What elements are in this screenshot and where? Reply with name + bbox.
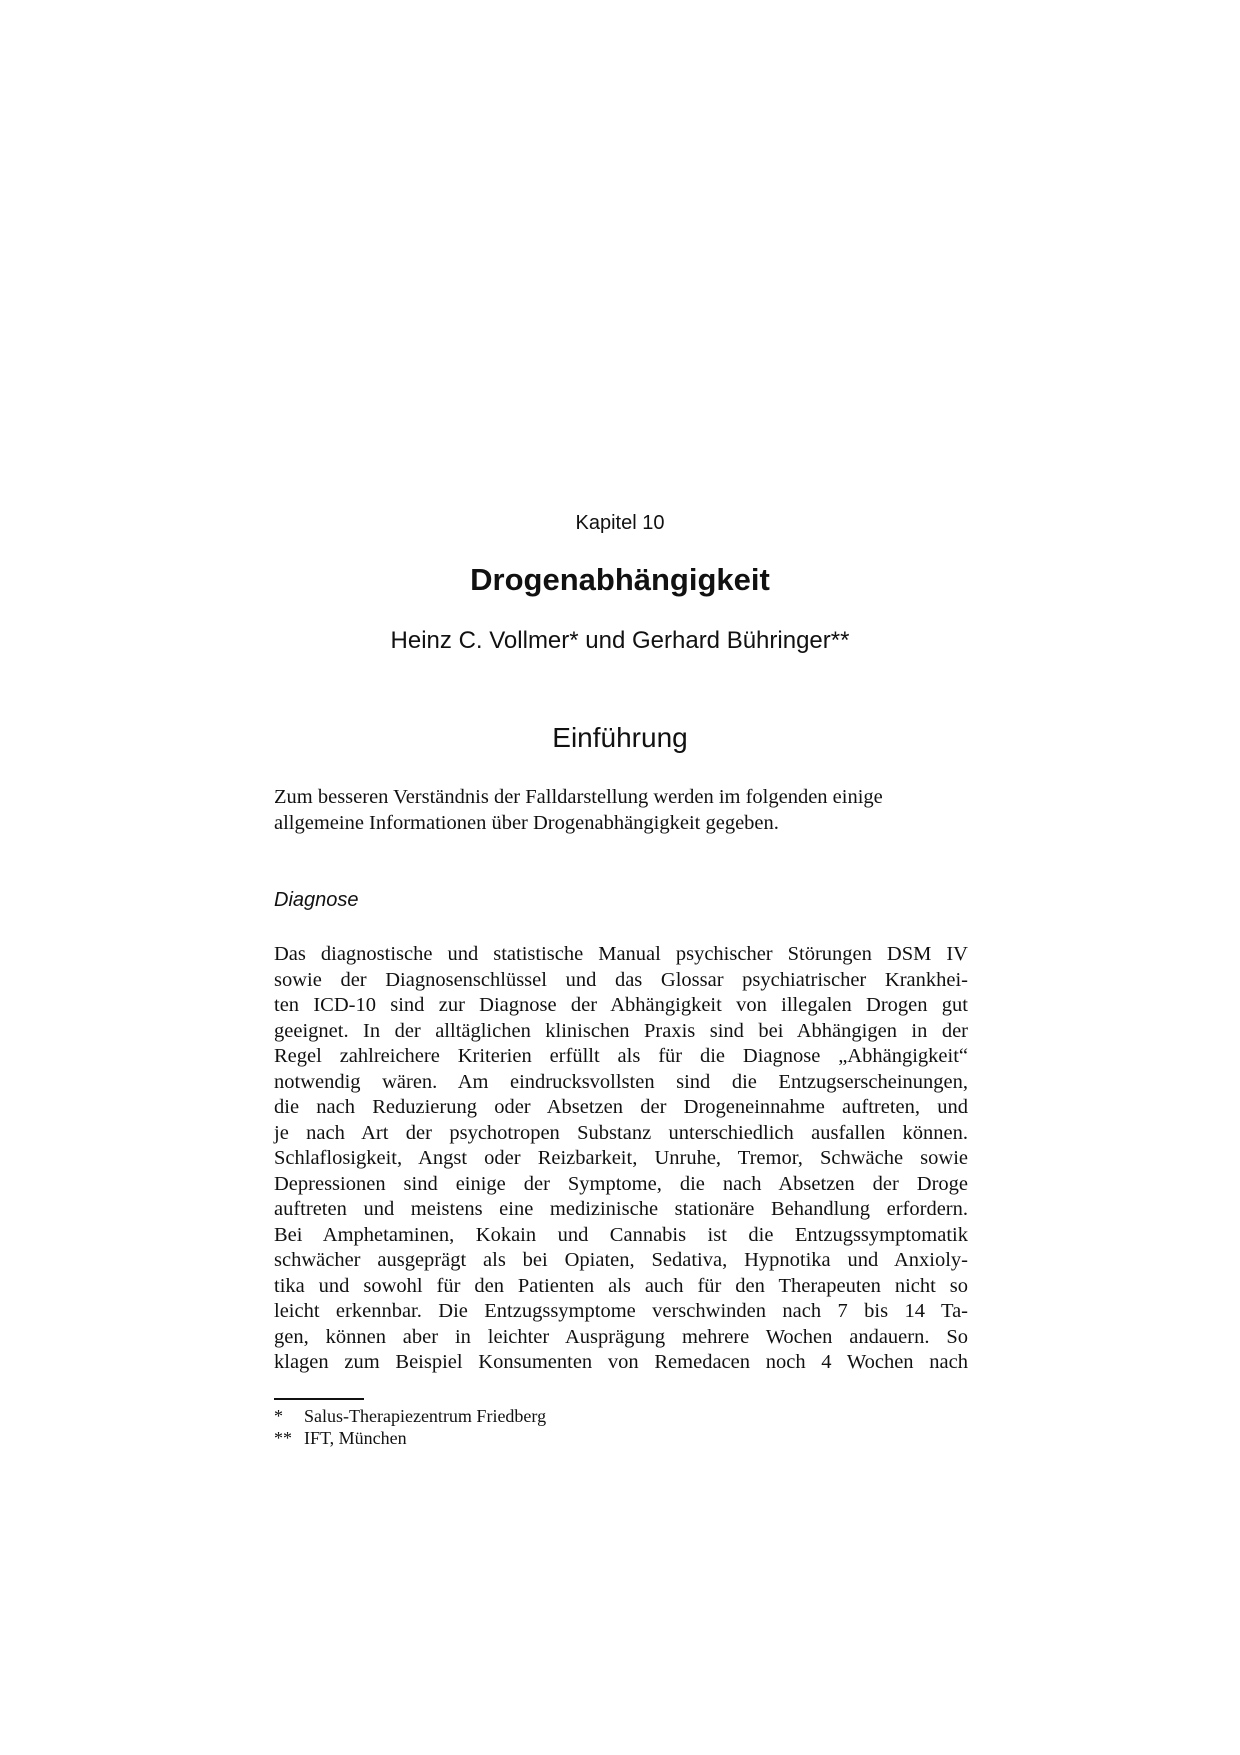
body-line: auftreten und meistens eine medizinische stationäre Behandlung erfordern. [274,1198,968,1220]
body-line: je nach Art der psychotropen Substanz unterschiedlich ausfallen können. [274,1121,968,1144]
body-line: Das diagnostische und statistische Manual psychischer Störungen DSM IV [274,943,968,965]
body-line: Regel zahlreichere Kriterien erfüllt als für die Diagnose „Abhängigkeit“ [274,1045,968,1067]
footnote-mark: * [274,1406,283,1426]
footnote [274,1427,546,1449]
body-line: leicht erkennbar. Die Entzugssymptome verschwinden nach 7 bis 14 Ta- [274,1300,968,1322]
section-heading: Einführung [552,722,688,753]
intro-line: allgemeine Informationen über Drogenabhängigkeit gegeben. [274,811,779,834]
body-line: Depressionen sind einige der Symptome, die nach Absetzen der Droge [274,1172,968,1195]
body-line: tika und sowohl für den Patienten als auch für den Therapeuten nicht so [274,1274,968,1297]
chapter-label: Kapitel 10 [575,512,665,534]
body-line: notwendig wären. Am eindrucksvollsten sind die Entzugserscheinungen, [274,1070,968,1093]
body-line: klagen zum Beispiel Konsumenten von Remedacen noch 4 Wochen nach [274,1351,968,1373]
footnote-mark: ** [274,1428,292,1448]
footnote-divider [274,1398,364,1400]
footnote-text: Salus-Therapiezentrum Friedberg [304,1406,547,1426]
body-line: die nach Reduzierung oder Absetzen der Drogeneinnahme auftreten, und [274,1096,968,1118]
subsection-heading: Diagnose [274,889,359,911]
intro-line: Zum besseren Verständnis der Falldarstellung werden im folgenden einige [274,786,883,808]
body-line: Schlaflosigkeit, Angst oder Reizbarkeit, Unruhe, Tremor, Schwäche sowie [274,1147,968,1169]
body-line: gen, können aber in leichter Ausprägung mehrere Wochen andauern. So [274,1325,968,1348]
body-line: schwächer ausgeprägt als bei Opiaten, Sedativa, Hypnotika und Anxioly- [274,1249,968,1271]
body-line: ten ICD-10 sind zur Diagnose der Abhängigkeit von illegalen Drogen gut [274,994,968,1016]
chapter-title: Drogenabhängigkeit [470,562,770,597]
footnote-text: IFT, München [304,1428,407,1448]
body-line: geeignet. In der alltäglichen klinischen Praxis sind bei Abhängigen in der [274,1019,968,1042]
body-line: Bei Amphetaminen, Kokain und Cannabis ist die Entzugssymptomatik [274,1223,968,1246]
body-paragraph [274,942,968,1376]
footnotes [274,1405,546,1449]
footnote [274,1405,546,1427]
intro-paragraph [274,785,968,836]
body-line: sowie der Diagnosenschlüssel und das Glossar psychiatrischer Krankhei- [274,968,968,991]
authors: Heinz C. Vollmer* und Gerhard Bühringer** [390,627,850,654]
